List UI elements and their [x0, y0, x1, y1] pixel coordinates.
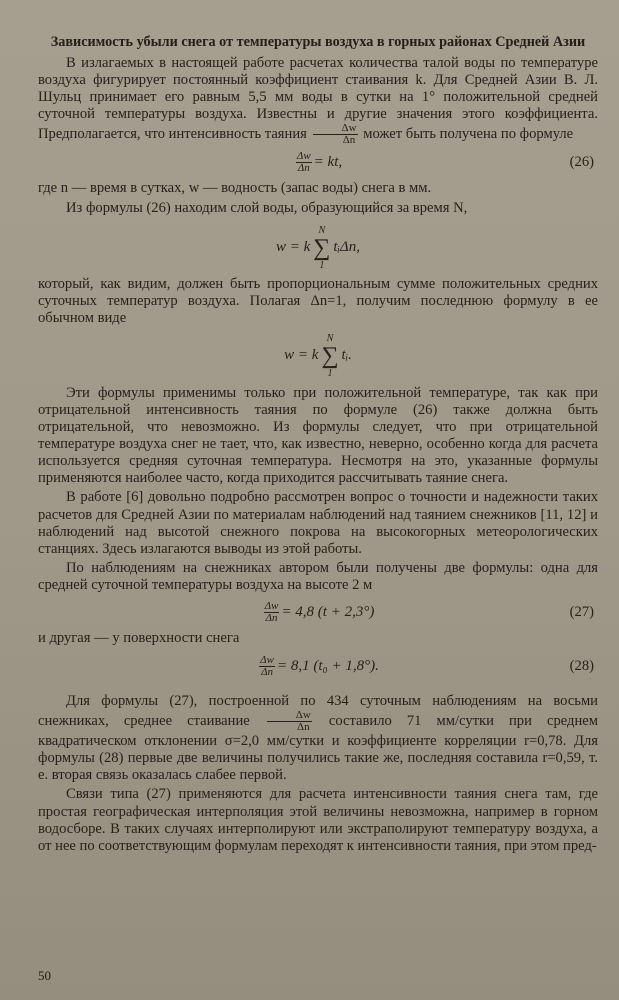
formula-28-rhs: = 8,1 (t₀ + 1,8°). [276, 658, 379, 675]
formula-sum-2 [38, 327, 598, 385]
fraction-dw-dn [313, 123, 358, 146]
fraction-denominator: Δn [297, 162, 310, 175]
paragraph-8: и другая — у поверхности снега [38, 629, 240, 646]
paragraph-5: Эти формулы применимы только при положительной температуре, так как при отрицательной интенсивность таяния по формуле (26) также должна быть отрицательной, что невозможно. Из формулы следует, что при отрицательной температуре воздуха снег не тает, что, как известно, неверно, особенно когда для расчета используется средняя суточная температура. Несмотря на это, указанные формулы применяются наиболее часто, когда приходится рассчитывать таяние снега. [38, 384, 598, 487]
fraction-denominator: Δn [265, 612, 278, 625]
paragraph-9-text-b: составило 71 мм/сутки при среднем квадратическом отклонении σ=2,0 мм/сутки и коэффициенте корреляции r=0,78. Для формулы (28) первые две величины получились такие же, последняя составила r=0,59, т. е. вторая связь оказалась слабее первой. [38, 713, 598, 784]
formula-26-fraction [296, 151, 312, 174]
paragraph-1-text: В излагаемых в настоящей работе расчетах количества талой воды по температуре воздуха фигурирует постоянный коэффициент стаивания k. Для Средней Азии В. Л. Шульц принимает его равным 5,5 мм воды в сутки на 1° положительной средней суточной температуры воздуха. Известны и другие значения этого коэффициента. Предполагается, что интенсивность таяния [38, 55, 598, 143]
fraction-denominator: Δn [261, 666, 274, 679]
paragraph-9 [38, 693, 598, 784]
formula-sum-1-lhs: w = k [275, 239, 311, 256]
paragraph-2: где n — время в сутках, w — водность (запас воды) снега в мм. [38, 180, 432, 197]
fraction-denominator: Δn [297, 721, 310, 734]
fraction-numerator: Δw [267, 710, 312, 722]
fraction-numerator: Δw [296, 150, 311, 163]
equation-number-26: (26) [569, 154, 594, 171]
formula-sum-2-rhs: tᵢ. [341, 347, 352, 364]
paragraph-7: По наблюдениям на снежниках автором были получены две формулы: одна для средней суточной температуры воздуха на высоте 2 м [38, 559, 598, 593]
paragraph-1 [38, 55, 598, 146]
formula-27-rhs: = 4,8 (t + 2,3°) [281, 603, 375, 620]
fraction-numerator: Δw [313, 123, 358, 135]
page-number: 50 [38, 968, 51, 983]
fraction-denominator: Δn [342, 134, 356, 147]
paragraph-6: В работе [6] довольно подробно рассмотрен вопрос о точности и надежности таких расчетов для Средней Азии по материалам наблюдений над таянием снежников [11, 12] и наблюдений над высотой снежного покрова на высокогорных метеорологических станциях. Здесь излагаются выводы из этой работы. [38, 489, 598, 557]
formula-sum-1-rhs: tᵢΔn, [333, 239, 360, 256]
sum-lower-limit: 1 [327, 367, 333, 379]
sum-lower-limit: 1 [319, 259, 325, 271]
section-title: Зависимость убыли снега от температуры воздуха в горных районах Средней Азии [50, 34, 586, 50]
sigma-icon: ∑ [321, 342, 339, 369]
formula-26-rhs: = kt, [313, 154, 343, 171]
equation-number-27: (27) [569, 603, 594, 620]
formula-28 [38, 647, 598, 685]
paragraph-4: который, как видим, должен быть пропорциональным сумме положительных средних суточных температур воздуха. Полагая Δn=1, получим последнюю формулу в ее обычном виде [38, 275, 598, 326]
paragraph-10: Связи типа (27) применяются для расчета интенсивности таяния снега там, где простая географическая интерполяция этой величины невозможна, например в горном водосборе. В таких случаях интерполируют или экстраполируют температуру воздуха, а от нее по соответствующим формулам переходят к интенсивности таяния, при этом пред- [38, 786, 598, 854]
summation-symbol [313, 225, 330, 271]
formula-28-fraction [259, 655, 275, 678]
sigma-icon: ∑ [313, 234, 331, 261]
fraction-numerator: Δw [264, 600, 279, 613]
formula-27 [38, 594, 598, 630]
inline-fraction [267, 710, 312, 733]
sum-upper-limit: N [326, 332, 334, 344]
formula-26 [38, 146, 598, 178]
paragraph-1-tail: может быть получена по формуле [363, 126, 574, 143]
formula-sum-2-lhs: w = k [284, 347, 319, 364]
summation-symbol [321, 333, 338, 379]
equation-number-28: (28) [569, 658, 594, 675]
formula-27-fraction [264, 601, 280, 624]
formula-sum-1 [38, 220, 598, 276]
sum-upper-limit: N [318, 224, 326, 236]
fraction-numerator: Δw [260, 654, 274, 667]
paragraph-3: Из формулы (26) находим слой воды, образующийся за время N, [66, 200, 468, 217]
paragraph-9-text-a: Для формулы (27), построенной по 434 суточным наблюдениям на восьми снежниках, среднее стаивание [38, 693, 598, 729]
page-content [38, 34, 598, 855]
